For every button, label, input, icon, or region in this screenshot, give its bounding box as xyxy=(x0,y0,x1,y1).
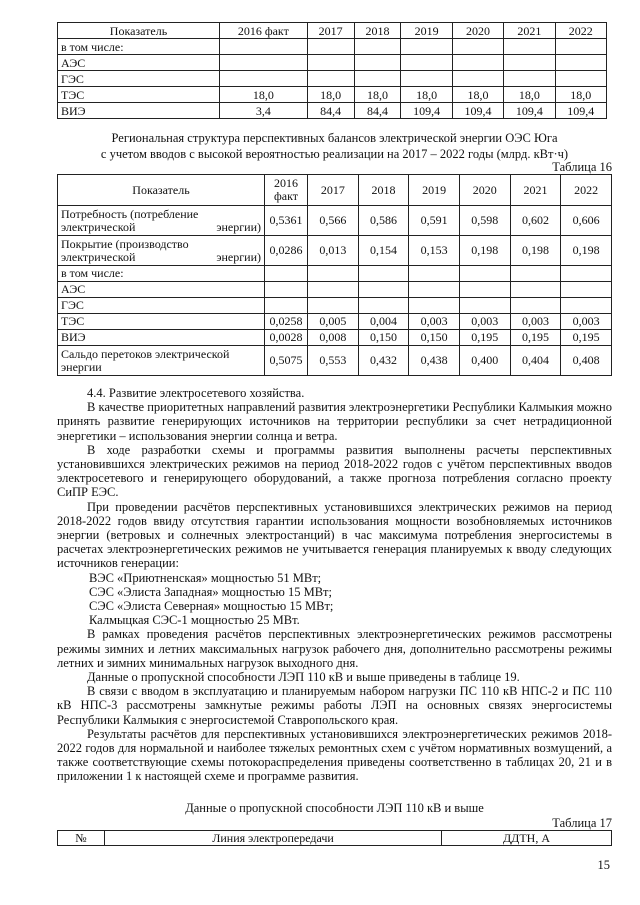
col-2019: 2019 xyxy=(409,175,460,206)
cell xyxy=(265,298,308,314)
cell xyxy=(307,55,354,71)
list-item: СЭС «Элиста Западная» мощностью 15 МВт; xyxy=(89,584,332,599)
table-row xyxy=(58,87,607,103)
col-2022: 2022 xyxy=(561,175,612,206)
row-label: ВИЭ xyxy=(58,103,220,119)
cell xyxy=(459,266,510,282)
cell xyxy=(401,55,452,71)
cell: 0,195 xyxy=(561,330,612,346)
row-label: ГЭС xyxy=(58,298,265,314)
cell: 0,0286 xyxy=(265,236,308,266)
cell xyxy=(220,71,308,87)
col-indicator: Показатель xyxy=(58,175,265,206)
list-item: Калмыцкая СЭС-1 мощностью 25 МВт. xyxy=(89,613,300,628)
table-row xyxy=(58,103,607,119)
cell: 18,0 xyxy=(452,87,503,103)
cell xyxy=(504,71,555,87)
col-2020: 2020 xyxy=(452,23,503,39)
cell: 0,598 xyxy=(459,206,510,236)
cell: 0,591 xyxy=(409,206,460,236)
row-label: АЭС xyxy=(58,55,220,71)
cell: 0,0258 xyxy=(265,314,308,330)
col-2017: 2017 xyxy=(308,175,359,206)
cell: 0,198 xyxy=(561,236,612,266)
cell: 109,4 xyxy=(504,103,555,119)
cell: 0,150 xyxy=(358,330,409,346)
col-2016: 2016 факт xyxy=(265,175,308,206)
cell: 0,004 xyxy=(358,314,409,330)
cell xyxy=(358,282,409,298)
cell: 18,0 xyxy=(555,87,606,103)
row-label: ГЭС xyxy=(58,71,220,87)
cell xyxy=(510,266,561,282)
cell: 0,003 xyxy=(510,314,561,330)
table-row xyxy=(58,330,612,346)
cell xyxy=(452,55,503,71)
row-label: в том числе: xyxy=(58,266,265,282)
cell xyxy=(308,282,359,298)
table-row xyxy=(58,314,612,330)
cell: 18,0 xyxy=(401,87,452,103)
cell xyxy=(265,282,308,298)
table17-number: Таблица 17 xyxy=(552,816,612,830)
cell xyxy=(555,55,606,71)
cell: 84,4 xyxy=(307,103,354,119)
table-row xyxy=(58,236,612,266)
table-row xyxy=(58,282,612,298)
cell: 0,432 xyxy=(358,346,409,376)
table16-caption-line1: Региональная структура перспективных балансов электрической энергии ОЭС Юга xyxy=(111,131,558,145)
cell xyxy=(555,71,606,87)
row-label: ВИЭ xyxy=(58,330,265,346)
row-label: АЭС xyxy=(58,282,265,298)
cell xyxy=(409,298,460,314)
col-2018: 2018 xyxy=(354,23,401,39)
cell: 0,195 xyxy=(510,330,561,346)
cell: 0,606 xyxy=(561,206,612,236)
cell xyxy=(354,71,401,87)
cell xyxy=(555,39,606,55)
col-2020: 2020 xyxy=(459,175,510,206)
table-header-row xyxy=(58,23,607,39)
row-label: Сальдо перетоков электрической энергии xyxy=(58,346,265,376)
cell: 18,0 xyxy=(504,87,555,103)
col-2021: 2021 xyxy=(504,23,555,39)
row-label: ТЭС xyxy=(58,314,265,330)
table-row xyxy=(58,39,607,55)
list-item: ВЭС «Приютненская» мощностью 51 МВт; xyxy=(89,570,322,585)
cell: 0,408 xyxy=(561,346,612,376)
table-header-row xyxy=(58,831,612,846)
cell: 0,0028 xyxy=(265,330,308,346)
line-capacity-table xyxy=(57,830,612,846)
row-label: ТЭС xyxy=(58,87,220,103)
table-row xyxy=(58,298,612,314)
cell xyxy=(561,282,612,298)
cell xyxy=(510,298,561,314)
col-2018: 2018 xyxy=(358,175,409,206)
list-item: СЭС «Элиста Северная» мощностью 15 МВт; xyxy=(89,599,334,614)
table-row xyxy=(58,346,612,376)
row-label: Покрытие (производство электрической энергии) xyxy=(58,236,265,266)
page-number: 15 xyxy=(597,858,610,872)
cell xyxy=(561,266,612,282)
cell: 0,008 xyxy=(308,330,359,346)
cell: 0,438 xyxy=(409,346,460,376)
paragraph: Результаты расчётов для перспективных установившихся электроэнергетических режимов 2018-2022 годов для нормальной и наиболее тяжелых ремонтных схем с учётом нормативных возмущений, а также соответствующие схемы потокораспределения приведены соответственно в таблицах 20, 21 и в приложении 1 к настоящей схеме и программе развития. xyxy=(57,726,612,784)
paragraph: При проведении расчётов перспективных установившихся электрических режимов на период 2018-2022 годов ввиду отсутствия гарантии использования мощности возобновляемых источников энергии (ветровых и солнечных электростанций) в час максимума потребления энергосистемы в расчетах электроэнергетических режимов не учитывается генерация планируемых к вводу следующих источников генерации: xyxy=(57,499,612,571)
cell: 0,005 xyxy=(308,314,359,330)
col-line: Линия электропередачи xyxy=(105,831,442,846)
table16-number: Таблица 16 xyxy=(552,160,612,174)
paragraph: В ходе разработки схемы и программы развития выполнены расчеты перспективных установившихся электрических режимов на период 2018-2022 годов с учётом перспективных вводов электросетевого и генерирующего оборудований, а также прогноза потребления согласно проекту СиПР ЕЭС. xyxy=(57,442,612,500)
cell xyxy=(307,71,354,87)
cell: 0,003 xyxy=(459,314,510,330)
cell xyxy=(504,39,555,55)
cell xyxy=(561,298,612,314)
body-text xyxy=(57,386,612,784)
paragraph: В качестве приоритетных направлений развития электроэнергетики Республики Калмыкия можно принять развитие генерирующих источников на территории республики за счет нетрадиционной энергетики – использования энергии солнца и ветра. xyxy=(57,400,612,443)
cell: 0,566 xyxy=(308,206,359,236)
cell xyxy=(401,39,452,55)
cell: 0,5075 xyxy=(265,346,308,376)
cell xyxy=(510,282,561,298)
cell xyxy=(452,71,503,87)
col-2017: 2017 xyxy=(307,23,354,39)
col-2016: 2016 факт xyxy=(220,23,308,39)
cell: 18,0 xyxy=(307,87,354,103)
cell xyxy=(265,266,308,282)
table-row xyxy=(58,71,607,87)
table-row xyxy=(58,266,612,282)
cell xyxy=(354,55,401,71)
cell: 0,602 xyxy=(510,206,561,236)
cell: 0,404 xyxy=(510,346,561,376)
cell: 0,003 xyxy=(409,314,460,330)
cell: 0,013 xyxy=(308,236,359,266)
cell: 0,198 xyxy=(510,236,561,266)
cell xyxy=(452,39,503,55)
cell: 0,198 xyxy=(459,236,510,266)
cell xyxy=(504,55,555,71)
cell xyxy=(220,55,308,71)
table16-caption-line2: с учетом вводов с высокой вероятностью реализации на 2017 – 2022 годы (млрд. кВт·ч) xyxy=(100,147,569,161)
row-label: в том числе: xyxy=(58,39,220,55)
cell: 0,150 xyxy=(409,330,460,346)
col-number: № xyxy=(58,831,105,846)
generation-structure-table xyxy=(57,22,607,119)
cell xyxy=(307,39,354,55)
col-2021: 2021 xyxy=(510,175,561,206)
cell: 0,195 xyxy=(459,330,510,346)
cell xyxy=(220,39,308,55)
cell: 109,4 xyxy=(401,103,452,119)
cell: 18,0 xyxy=(220,87,308,103)
table-row xyxy=(58,55,607,71)
cell: 0,153 xyxy=(409,236,460,266)
cell: 18,0 xyxy=(354,87,401,103)
col-2019: 2019 xyxy=(401,23,452,39)
cell xyxy=(358,298,409,314)
cell xyxy=(401,71,452,87)
paragraph: В связи с вводом в эксплуатацию и планируемым набором нагрузки ПС 110 кВ НПС-2 и ПС 110 кВ НПС-3 рассмотрены замкнутые режимы работы ЛЭП на основных связях энергосистемы Республики Калмыкия с энергосистемой Ставропольского края. xyxy=(57,684,612,727)
paragraph: В рамках проведения расчётов перспективных электроэнергетических режимов рассмотрены режимы зимних и летних максимальных нагрузок рабочего дня, дополнительно рассмотрены режимы летних и зимних минимальных нагрузок выходного дня. xyxy=(57,627,612,670)
cell: 0,154 xyxy=(358,236,409,266)
cell xyxy=(354,39,401,55)
section-title: 4.4. Развитие электросетевого хозяйства. xyxy=(87,386,305,400)
cell: 109,4 xyxy=(555,103,606,119)
cell xyxy=(459,298,510,314)
table-row xyxy=(58,206,612,236)
cell: 0,586 xyxy=(358,206,409,236)
table-header-row xyxy=(58,175,612,206)
row-label: Потребность (потребление электрической энергии) xyxy=(58,206,265,236)
cell: 84,4 xyxy=(354,103,401,119)
col-ddtn: ДДТН, А xyxy=(442,831,612,846)
cell xyxy=(409,282,460,298)
cell xyxy=(358,266,409,282)
cell: 0,553 xyxy=(308,346,359,376)
energy-balance-table xyxy=(57,174,612,376)
cell: 0,003 xyxy=(561,314,612,330)
cell: 109,4 xyxy=(452,103,503,119)
cell: 3,4 xyxy=(220,103,308,119)
col-2022: 2022 xyxy=(555,23,606,39)
col-indicator: Показатель xyxy=(58,23,220,39)
cell xyxy=(308,298,359,314)
cell: 0,400 xyxy=(459,346,510,376)
cell xyxy=(409,266,460,282)
cell xyxy=(308,266,359,282)
table17-caption: Данные о пропускной способности ЛЭП 110 кВ и выше xyxy=(185,801,484,815)
cell xyxy=(459,282,510,298)
cell: 0,5361 xyxy=(265,206,308,236)
paragraph: Данные о пропускной способности ЛЭП 110 кВ и выше приведены в таблице 19. xyxy=(87,670,520,685)
